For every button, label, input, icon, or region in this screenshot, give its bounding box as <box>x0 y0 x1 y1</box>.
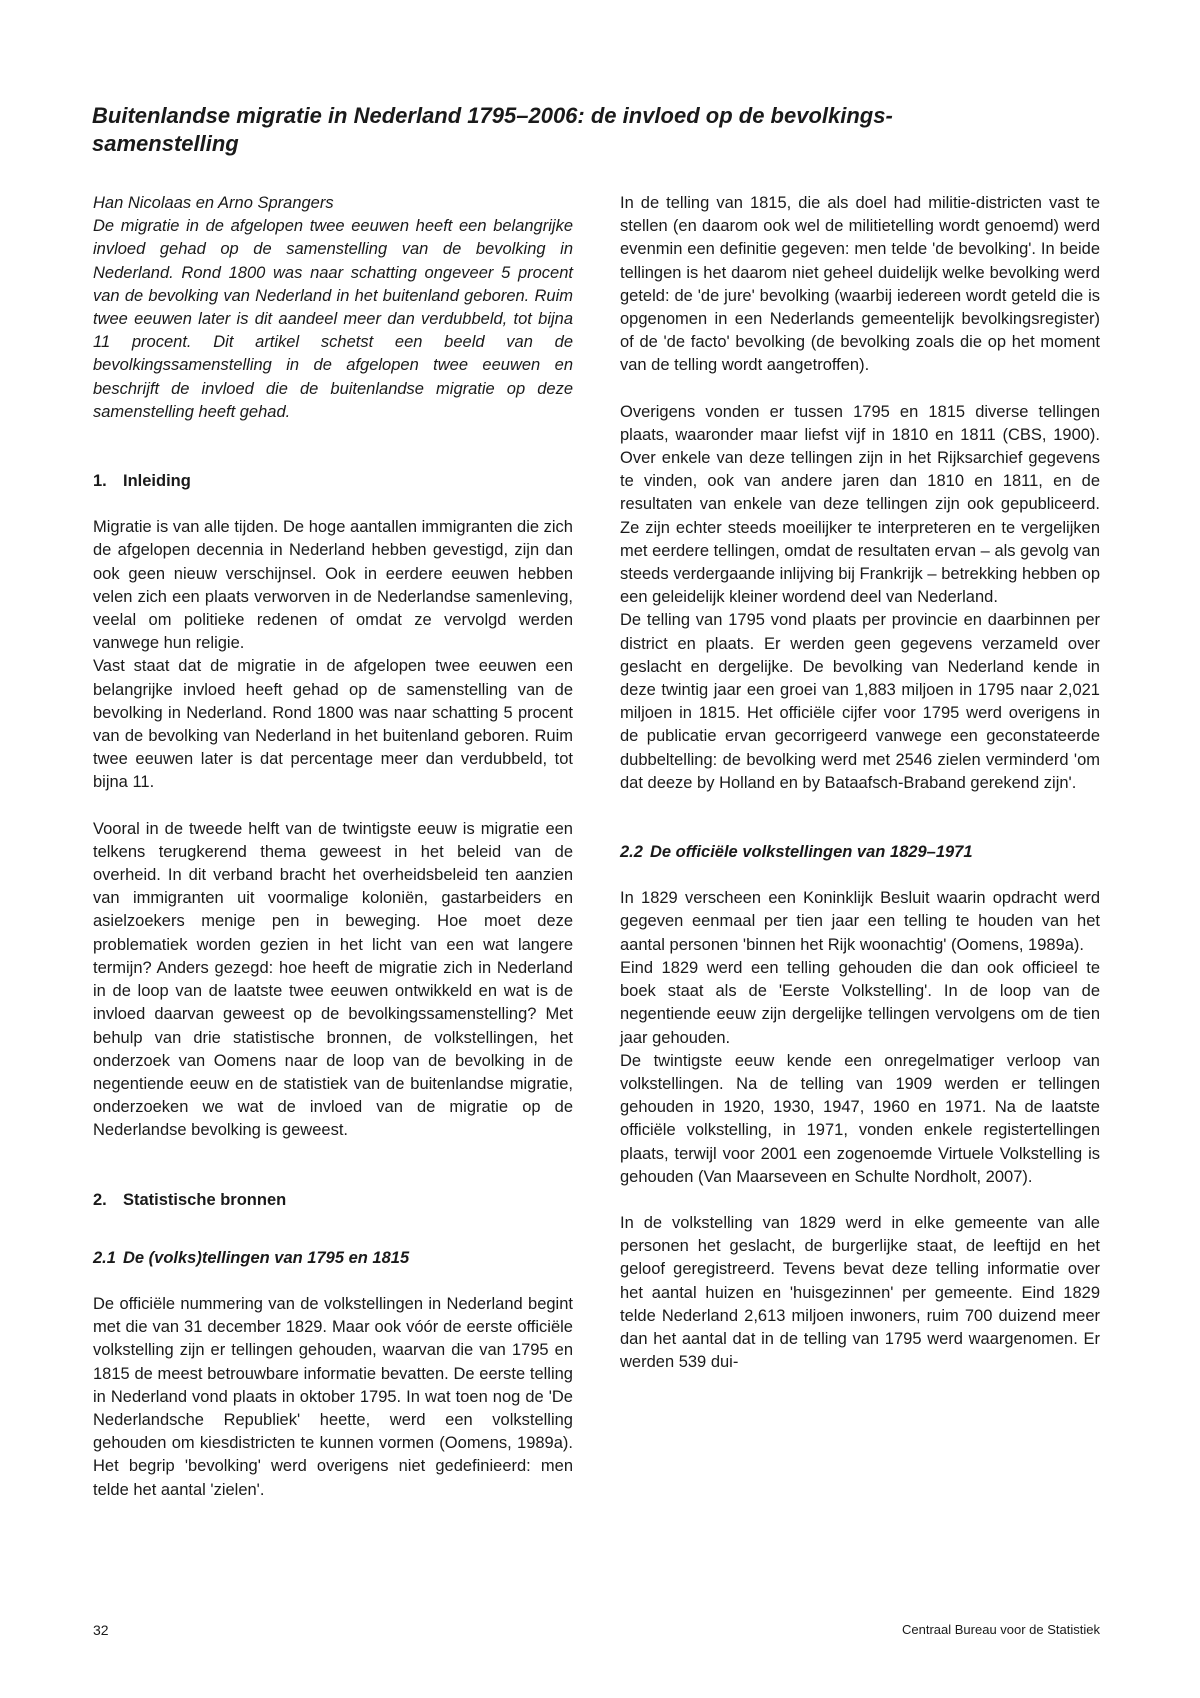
section-heading-statistische-bronnen <box>93 1189 573 1212</box>
paragraph: De twintigste eeuw kende een onregelmatiger verloop van volkstellingen. Na de telling van 1909 werden er tellingen gehouden in 1920, 1930, 1947, 1960 en 1971. Na de laatste officiële volkstelling, in 1971, vonden enkele registertellingen plaats, terwijl voor 2001 een zogenoemde Virtuele Volkstelling is gehouden (Van Maarseveen en Schulte Nordholt, 2007). <box>620 1051 1100 1186</box>
paragraph: Vooral in de tweede helft van de twintigste eeuw is migratie een telkens terugkerend thema geweest in het beleid van de overheid. In dit verband bracht het overheidsbeleid ten aanzien van immigranten uit voormalige koloniën, gastarbeiders en asielzoekers menige pen in beweging. Hoe moet deze problematiek worden gezien in het licht van een wat langere termijn? Anders gezegd: hoe heeft de migratie zich in Nederland in de loop van de laatste twee eeuwen ontwikkeld en wat is de invloed daarvan geweest op de bevolkingssamenstelling? Met behulp van drie statistische bronnen, de volkstellingen, het onderzoek van Oomens naar de loop van de bevolking in de negentiende eeuw en de statistiek van de buitenlandse migratie, onderzoeken we wat de invloed van de migratie op de Nederlandse bevolking is geweest. <box>93 819 573 1140</box>
page-title: Buitenlandse migratie in Nederland 1795–2006: de invloed op de bevolkings-samenstelling <box>92 103 893 156</box>
abstract: De migratie in de afgelopen twee eeuwen heeft een belangrijke invloed gehad op de samenstelling van de bevolking in Nederland. Rond 1800 was naar schatting ongeveer 5 procent van de bevolking van Nederland in het buitenland geboren. Ruim twee eeuwen later is dit aandeel meer dan verdubbeld, tot bijna 11 procent. Dit artikel schetst een beeld van de bevolkingssamenstelling in de afgelopen twee eeuwen en beschrijft de invloed die de buitenlandse migratie op deze samenstelling heeft gehad. <box>93 217 573 421</box>
paragraph: Eind 1829 werd een telling gehouden die dan ook officieel te boek staat als de 'Eerste Volkstelling'. In de loop van de negentiende eeuw zijn dergelijke tellingen vervolgens om de tien jaar gehouden. <box>620 958 1100 1047</box>
subsection-title: De officiële volkstellingen van 1829–1971 <box>650 843 973 862</box>
subsection-number: 2.2 <box>620 843 643 862</box>
left-column <box>93 192 573 1502</box>
section-title: Inleiding <box>123 472 191 491</box>
paragraph: De telling van 1795 vond plaats per provincie en daarbinnen per district en plaats. Er werden geen gegevens verzameld over geslacht en dergelijke. De bevolking van Nederland kende in deze twintig jaar een groei van 1,883 miljoen in 1795 naar 2,021 miljoen in 1815. Het officiële cijfer voor 1795 werd overigens in de publicatie ervan gecorrigeerd vanwege een geconstateerde dubbeltelling: de bevolking werd met 2546 zielen verminderd 'om dat deeze by Holland en by Bataafsch-Braband gerekend zijn'. <box>620 611 1100 792</box>
paragraph: In de telling van 1815, die als doel had militie-districten vast te stellen (en daarom ook wel de militietelling wordt genoemd) werd evenmin een definitie gegeven: men telde 'de bevolking'. In beide tellingen is het daarom niet geheel duidelijk welke bevolking werd geteld: de 'de jure' bevolking (waarbij iedereen wordt geteld die is opgenomen in een Nederlands gemeentelijk bevolkingsregister) of de 'de facto' bevolking (de bevolking zoals die op het moment van de telling wordt aangetroffen). <box>620 194 1100 375</box>
paragraph: De officiële nummering van de volkstellingen in Nederland begint met die van 31 december 1829. Maar ook vóór de eerste officiële volkstelling zijn er tellingen gehouden, waarvan die van 1795 en 1815 de meest betrouwbare informatie bevatten. De eerste telling in Nederland vond plaats in oktober 1795. In wat toen nog de 'De Nederlandsche Republiek' heette, werd een volkstelling gehouden om kiesdistricten te kunnen vormen (Oomens, 1989a). Het begrip 'bevolking' werd overigens niet gedefinieerd: men telde het aantal 'zielen'. <box>93 1294 573 1499</box>
subsection-title: De (volks)tellingen van 1795 en 1815 <box>123 1248 410 1267</box>
page-number: 32 <box>93 1622 109 1638</box>
right-column <box>620 192 1100 1374</box>
paragraph: In 1829 verscheen een Koninklijk Besluit waarin opdracht werd gegeven eenmaal per tien jaar een telling te houden van het aantal personen 'binnen het Rijk woonachtig' (Oomens, 1989a). <box>620 889 1100 954</box>
paragraph: In de volkstelling van 1829 werd in elke gemeente van alle personen het geslacht, de burgerlijke staat, de leeftijd en het geloof geregistreerd. Tevens bevat deze telling informatie over het aantal huizen en 'huisgezinnen' per gemeente. Eind 1829 telde Nederland 2,613 miljoen inwoners, ruim 700 duizend meer dan het aantal dat in de telling van 1795 werd waargenomen. Er werden 539 dui- <box>620 1213 1100 1372</box>
section-heading-inleiding <box>93 470 573 493</box>
subsection-number: 2.1 <box>93 1248 116 1267</box>
section-number: 2. <box>93 1190 107 1209</box>
section-title: Statistische bronnen <box>123 1190 287 1209</box>
authors: Han Nicolaas en Arno Sprangers <box>93 194 334 212</box>
subsection-heading-2-2 <box>620 841 1100 864</box>
section-number: 1. <box>93 472 107 491</box>
subsection-heading-2-1 <box>93 1247 573 1270</box>
paragraph: Overigens vonden er tussen 1795 en 1815 diverse tellingen plaats, waaronder maar liefst vijf in 1810 en 1811 (CBS, 1900). Over enkele van deze tellingen zijn in het Rijksarchief gegevens te vinden, ook van andere jaren dan 1810 en 1811, en de resultaten van enkele van deze tellingen zijn ook gepubliceerd. Ze zijn echter steeds moeilijker te interpreteren en te vergelijken met eerdere tellingen, omdat de resultaten ervan – als gevolg van steeds verdergaande inlijving bij Frankrijk – betrekking hebben op een geleidelijk kleiner wordend deel van Nederland. <box>620 402 1100 607</box>
paragraph: Migratie is van alle tijden. De hoge aantallen immigranten die zich de afgelopen decennia in Nederland hebben gevestigd, zijn dan ook geen nieuw verschijnsel. Ook in eerdere eeuwen hebben velen zich een plaats verworven in de Nederlandse samenleving, veelal om politieke redenen of omdat ze vervolgd werden vanwege hun religie. <box>93 518 573 653</box>
paragraph: Vast staat dat de migratie in de afgelopen twee eeuwen een belangrijke invloed heeft gehad op de samenstelling van de bevolking in Nederland. Rond 1800 was naar schatting 5 procent van de bevolking van Nederland in het buitenland geboren. Ruim twee eeuwen later is dat percentage meer dan verdubbeld, tot bijna 11. <box>93 657 573 792</box>
publisher-footer: Centraal Bureau voor de Statistiek <box>902 1622 1100 1637</box>
